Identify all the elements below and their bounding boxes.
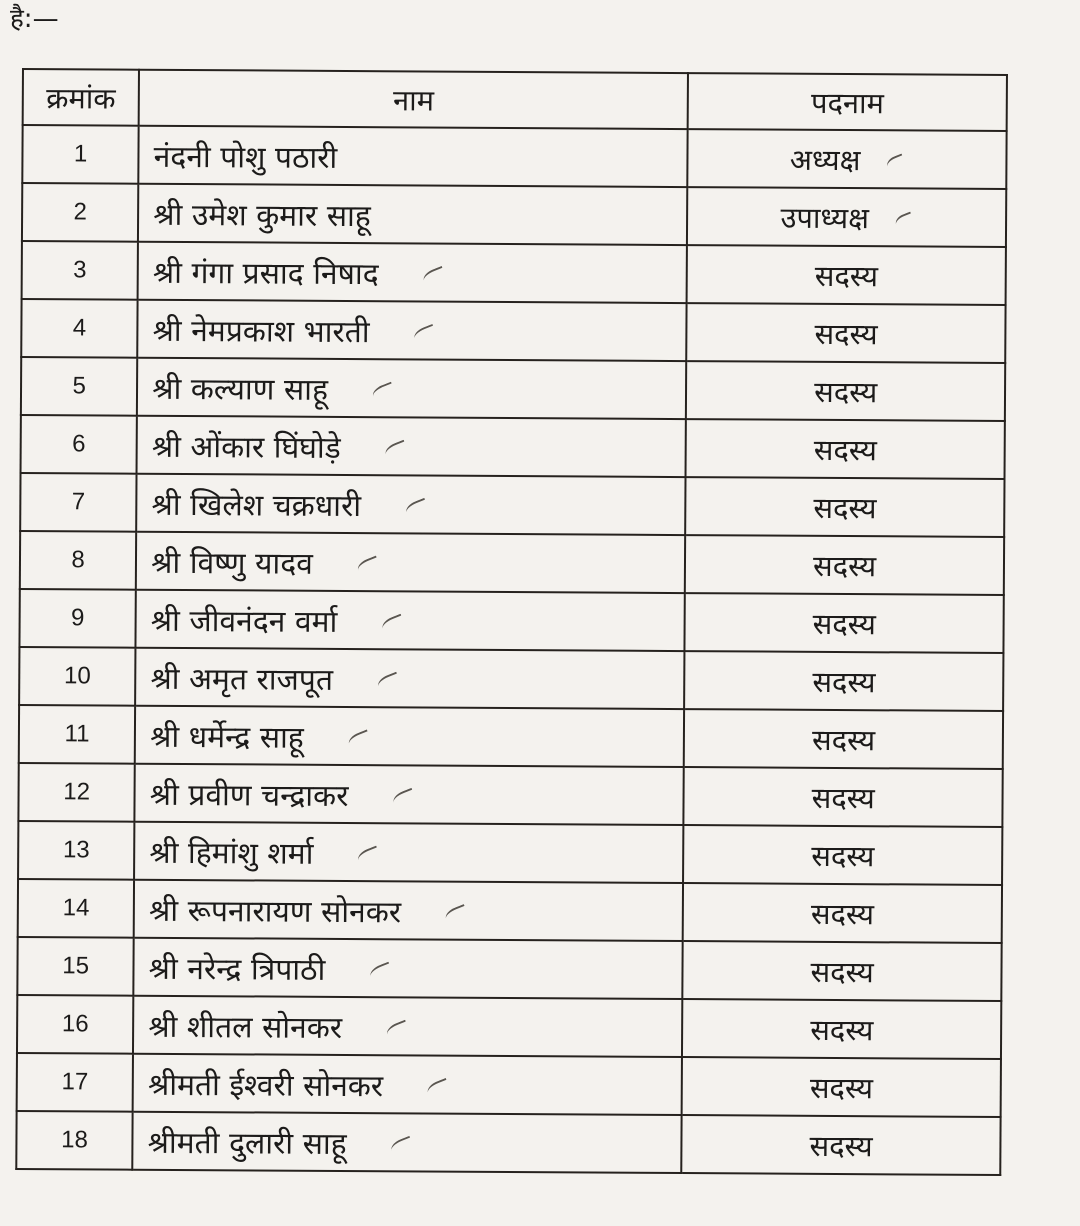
checkmark-tick-icon bbox=[368, 962, 393, 981]
designation-cell bbox=[686, 361, 1005, 421]
member-name: श्री विष्णु यादव bbox=[151, 545, 313, 582]
designation-text: सदस्य bbox=[813, 490, 877, 525]
table-row bbox=[20, 531, 1004, 595]
table-row bbox=[16, 1111, 1000, 1175]
table-row bbox=[18, 763, 1002, 827]
designation-text: सदस्य bbox=[811, 838, 875, 873]
designation-text: सदस्य bbox=[814, 374, 878, 409]
table-body bbox=[16, 125, 1006, 1175]
designation-cell bbox=[683, 883, 1002, 943]
checkmark-tick-icon bbox=[356, 845, 381, 864]
member-name: श्री हिमांशु शर्मा bbox=[149, 835, 314, 872]
designation-text: सदस्य bbox=[809, 1128, 873, 1163]
member-name: श्री नरेन्द्र त्रिपाठी bbox=[148, 951, 326, 988]
designation-text: सदस्य bbox=[811, 780, 875, 815]
checkmark-tick-icon bbox=[389, 1136, 414, 1155]
table-row bbox=[22, 183, 1006, 247]
checkmark-tick-icon bbox=[444, 904, 469, 923]
table-row bbox=[19, 647, 1003, 711]
designation-cell bbox=[682, 999, 1001, 1059]
member-name: श्रीमती ईश्वरी सोनकर bbox=[147, 1067, 384, 1104]
serial-cell: 6 bbox=[21, 415, 138, 474]
serial-cell: 18 bbox=[16, 1111, 133, 1170]
serial-cell: 8 bbox=[20, 531, 137, 590]
table-row bbox=[17, 937, 1001, 1001]
designation-text: उपाध्यक्ष bbox=[780, 200, 870, 235]
table-row bbox=[17, 1053, 1001, 1117]
members-table bbox=[15, 68, 1008, 1176]
table-row bbox=[18, 821, 1002, 885]
header-name: नाम bbox=[139, 70, 688, 129]
name-cell bbox=[133, 1112, 682, 1173]
table-header-row bbox=[23, 69, 1007, 131]
header-designation: पदनाम bbox=[688, 73, 1007, 131]
name-cell bbox=[137, 358, 686, 419]
serial-cell: 15 bbox=[17, 937, 134, 996]
table-row bbox=[17, 995, 1001, 1059]
designation-cell bbox=[683, 941, 1002, 1001]
member-name: नंदनी पोशु पठारी bbox=[153, 139, 338, 176]
name-cell bbox=[133, 996, 682, 1057]
member-name: श्री कल्याण साहू bbox=[152, 371, 329, 408]
name-cell bbox=[134, 938, 683, 999]
name-cell bbox=[137, 416, 686, 477]
name-cell bbox=[136, 474, 685, 535]
member-name: श्री अमृत राजपूत bbox=[150, 661, 334, 698]
designation-cell bbox=[684, 767, 1003, 827]
name-cell bbox=[136, 532, 685, 593]
serial-cell: 3 bbox=[22, 241, 139, 300]
designation-text: सदस्य bbox=[812, 606, 876, 641]
serial-cell: 2 bbox=[22, 183, 139, 242]
designation-text: सदस्य bbox=[811, 722, 876, 757]
table-row bbox=[21, 415, 1005, 479]
table-row bbox=[19, 705, 1003, 769]
member-name: श्री शीतल सोनकर bbox=[148, 1009, 343, 1046]
serial-cell: 1 bbox=[22, 125, 139, 184]
table-row bbox=[18, 879, 1002, 943]
designation-cell bbox=[688, 129, 1007, 189]
designation-cell bbox=[682, 1115, 1001, 1175]
name-cell bbox=[138, 184, 687, 245]
designation-cell bbox=[684, 651, 1003, 711]
name-cell bbox=[136, 590, 685, 651]
table-row bbox=[22, 125, 1006, 189]
table-row bbox=[21, 299, 1005, 363]
serial-cell: 7 bbox=[20, 473, 137, 532]
name-cell bbox=[139, 126, 688, 187]
header-serial: क्रमांक bbox=[23, 69, 140, 126]
member-name: श्री रूपनारायण सोनकर bbox=[148, 893, 402, 930]
checkmark-tick-icon bbox=[355, 555, 380, 574]
serial-cell: 13 bbox=[18, 821, 135, 880]
checkmark-tick-icon bbox=[346, 729, 371, 748]
designation-cell bbox=[686, 477, 1005, 537]
designation-text: सदस्य bbox=[809, 1070, 874, 1105]
designation-text: सदस्य bbox=[813, 432, 878, 467]
table-row bbox=[19, 589, 1003, 653]
member-name: श्री उमेश कुमार साहू bbox=[153, 197, 371, 234]
checkmark-tick-icon bbox=[391, 788, 416, 807]
serial-cell: 9 bbox=[19, 589, 136, 648]
checkmark-tick-icon bbox=[371, 382, 396, 401]
checkmark-tick-icon bbox=[385, 1020, 410, 1039]
member-name: श्री जीवनंदन वर्मा bbox=[150, 603, 338, 640]
checkmark-tick-icon bbox=[885, 153, 906, 171]
designation-cell bbox=[685, 593, 1004, 653]
checkmark-tick-icon bbox=[412, 324, 437, 343]
member-name: श्री गंगा प्रसाद निषाद bbox=[152, 255, 379, 292]
designation-text: सदस्य bbox=[812, 548, 877, 583]
serial-cell: 16 bbox=[17, 995, 134, 1054]
designation-text: सदस्य bbox=[810, 896, 875, 931]
checkmark-tick-icon bbox=[376, 672, 401, 691]
name-cell bbox=[137, 300, 686, 361]
serial-cell: 14 bbox=[18, 879, 135, 938]
member-name: श्री प्रवीण चन्द्राकर bbox=[149, 777, 349, 814]
serial-cell: 11 bbox=[19, 705, 136, 764]
name-cell bbox=[138, 242, 687, 303]
designation-cell bbox=[687, 245, 1006, 305]
checkmark-tick-icon bbox=[893, 211, 914, 229]
member-name: श्रीमती दुलारी साहू bbox=[147, 1125, 347, 1162]
designation-text: सदस्य bbox=[812, 664, 876, 699]
member-name: श्री धर्मेन्द्र साहू bbox=[150, 719, 304, 756]
member-name: श्री नेमप्रकाश भारती bbox=[152, 313, 370, 350]
designation-text: सदस्य bbox=[814, 316, 878, 351]
designation-cell bbox=[684, 709, 1003, 769]
designation-text: सदस्य bbox=[810, 1012, 874, 1047]
designation-cell bbox=[686, 419, 1005, 479]
serial-cell: 4 bbox=[21, 299, 138, 358]
name-cell bbox=[135, 706, 684, 767]
checkmark-tick-icon bbox=[383, 440, 408, 459]
checkmark-tick-icon bbox=[380, 614, 405, 633]
designation-cell bbox=[687, 187, 1006, 247]
member-name: श्री ओंकार घिंघोड़े bbox=[151, 429, 341, 466]
serial-cell: 10 bbox=[19, 647, 136, 706]
name-cell bbox=[133, 1054, 682, 1115]
serial-cell: 5 bbox=[21, 357, 138, 416]
table-row bbox=[20, 473, 1004, 537]
serial-cell: 12 bbox=[18, 763, 135, 822]
name-cell bbox=[134, 880, 683, 941]
checkmark-tick-icon bbox=[426, 1078, 451, 1097]
intro-text: है:— bbox=[10, 4, 59, 34]
designation-cell bbox=[682, 1057, 1001, 1117]
name-cell bbox=[135, 764, 684, 825]
designation-text: अध्यक्ष bbox=[789, 142, 861, 177]
checkmark-tick-icon bbox=[421, 266, 446, 285]
name-cell bbox=[134, 822, 683, 883]
designation-text: सदस्य bbox=[814, 258, 879, 293]
table-row bbox=[22, 241, 1006, 305]
name-cell bbox=[135, 648, 684, 709]
designation-cell bbox=[687, 303, 1006, 363]
designation-cell bbox=[685, 535, 1004, 595]
table-row bbox=[21, 357, 1005, 421]
serial-cell: 17 bbox=[17, 1053, 134, 1112]
designation-text: सदस्य bbox=[810, 954, 874, 989]
member-name: श्री खिलेश चक्रधारी bbox=[151, 487, 362, 524]
designation-cell bbox=[683, 825, 1002, 885]
checkmark-tick-icon bbox=[404, 498, 429, 517]
